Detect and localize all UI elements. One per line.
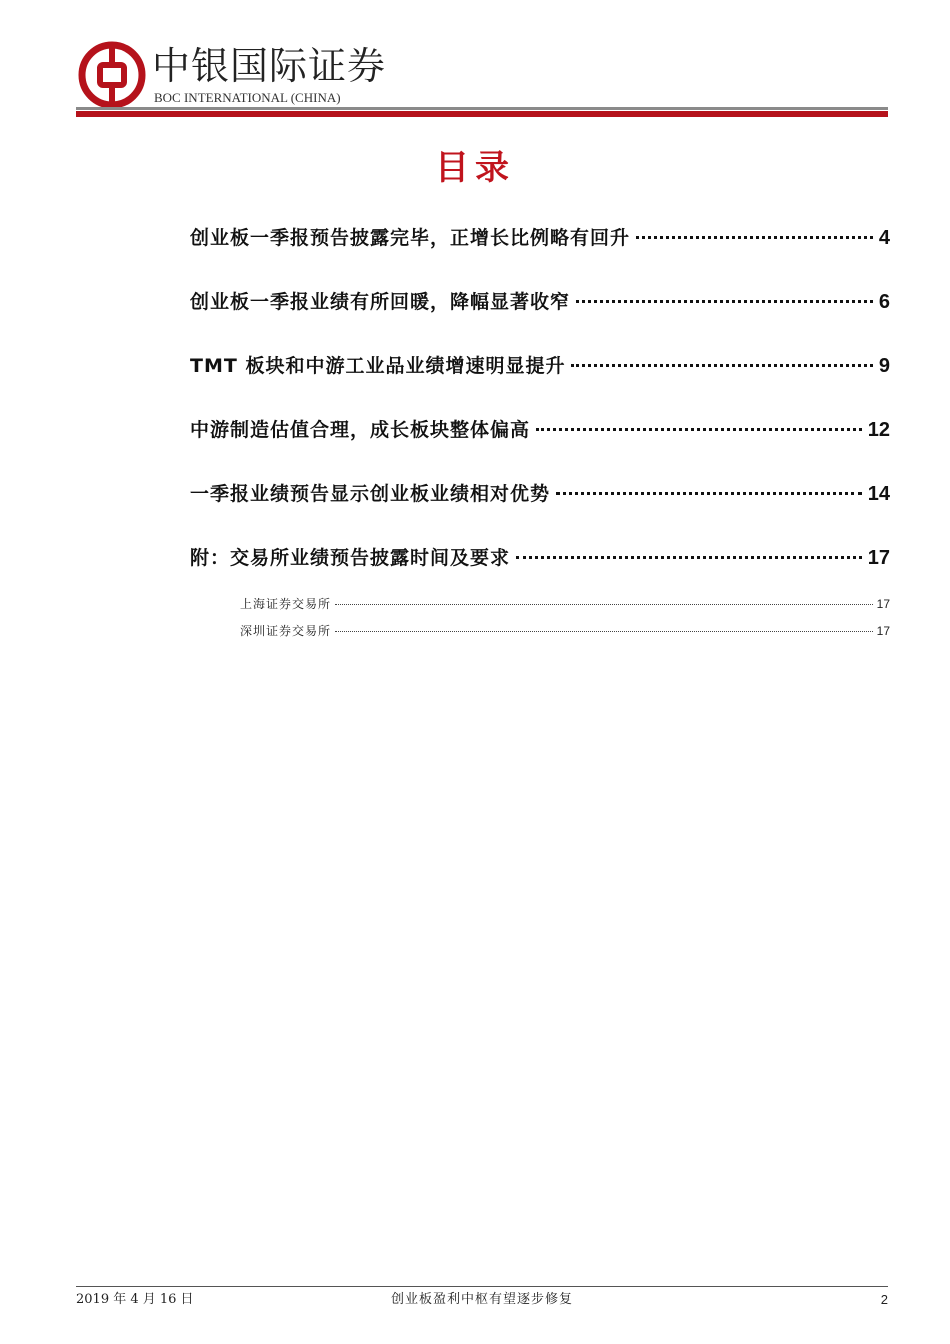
dot-leader [576, 300, 873, 303]
dot-leader [556, 492, 862, 495]
toc-title: 目录 [435, 148, 515, 188]
footer-page-number: 2 [880, 1292, 888, 1307]
page-header [0, 0, 950, 120]
toc-entry-page: 6 [878, 291, 890, 313]
toc-entry[interactable] [190, 480, 890, 508]
toc-entry-page: 9 [878, 355, 890, 377]
toc-subentry[interactable] [240, 595, 890, 613]
toc-entry[interactable] [190, 544, 890, 572]
dot-leader [636, 236, 873, 239]
toc-entry-title: 创业板一季报业绩有所回暖，降幅显著收窄 [190, 291, 571, 313]
dot-leader [516, 556, 862, 559]
toc-entry-title: 创业板一季报预告披露完毕，正增长比例略有回升 [190, 227, 631, 249]
toc-entry-title: 中游制造估值合理，成长板块整体偏高 [190, 419, 531, 441]
header-divider-gray [76, 107, 888, 110]
header-divider-red [76, 111, 888, 117]
toc-entry-page: 14 [867, 483, 890, 505]
toc-subentry[interactable] [240, 622, 890, 640]
toc-subentry-page: 17 [876, 624, 890, 638]
toc-entry[interactable] [190, 288, 890, 316]
toc-entry-title: 一季报业绩预告显示创业板业绩相对优势 [190, 483, 551, 505]
toc-entry-page: 12 [867, 419, 890, 441]
toc-entry-page: 17 [867, 547, 890, 569]
toc-entry[interactable] [190, 224, 890, 252]
footer-divider [76, 1286, 888, 1287]
footer-date: 2019 年 4 月 16 日 [76, 1292, 194, 1307]
dot-leader [335, 604, 873, 605]
toc-entry-title: TMT 板块和中游工业品业绩增速明显提升 [190, 355, 566, 377]
brand-name-chinese: 中银国际证券 [152, 44, 387, 88]
toc-entry-title: 附：交易所业绩预告披露时间及要求 [190, 547, 511, 569]
boc-logo-icon [78, 41, 146, 109]
footer-document-title: 创业板盈利中枢有望逐步修复 [390, 1292, 573, 1307]
toc-entry[interactable] [190, 352, 890, 380]
toc-subentry-title: 上海证券交易所 [240, 597, 332, 611]
dot-leader [571, 364, 872, 367]
toc-subentry-title: 深圳证券交易所 [240, 624, 332, 638]
toc-entry[interactable] [190, 416, 890, 444]
dot-leader [536, 428, 862, 431]
dot-leader [335, 631, 873, 632]
toc-subentry-page: 17 [876, 597, 890, 611]
toc-entry-page: 4 [878, 227, 890, 249]
page-footer [76, 1291, 888, 1309]
brand-name-english: BOC INTERNATIONAL (CHINA) [154, 90, 341, 105]
